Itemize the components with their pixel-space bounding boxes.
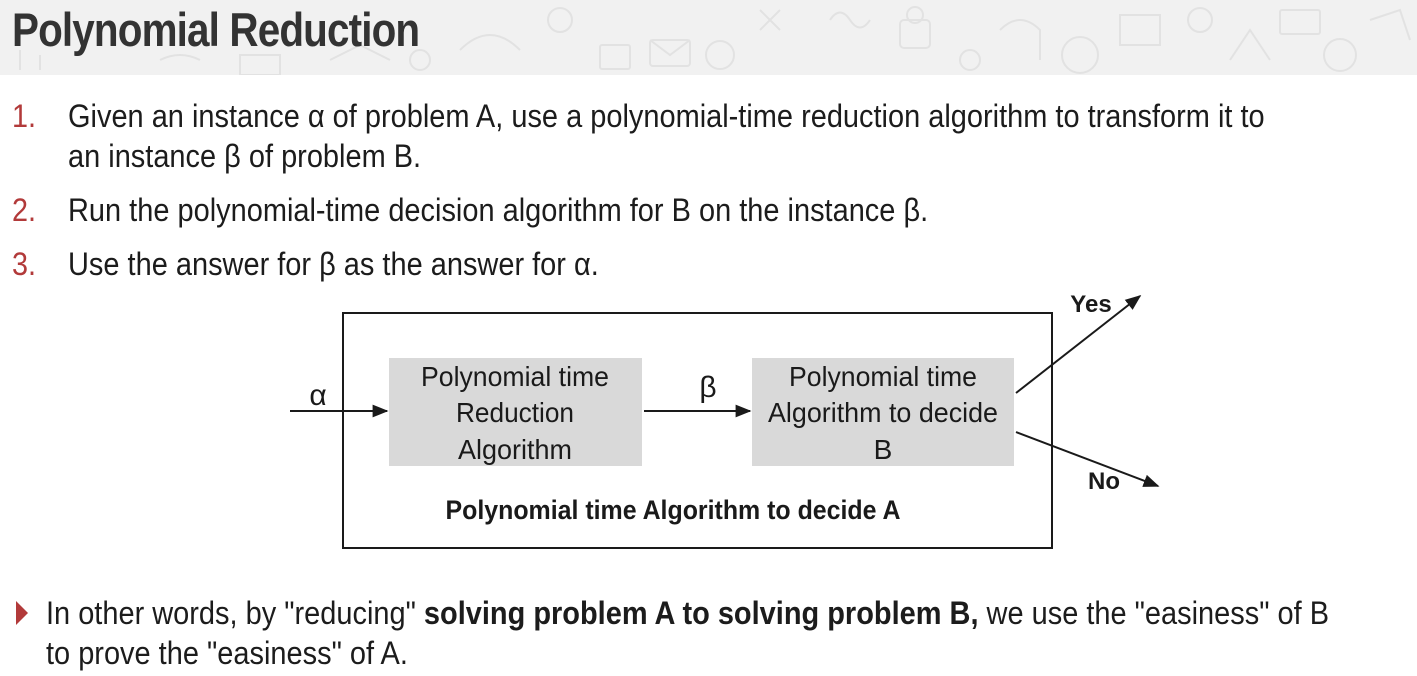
- summary-bold: solving problem A to solving problem B,: [423, 595, 979, 631]
- summary-text-line2: to prove the "easiness" of A.: [46, 635, 408, 671]
- step-text: Run the polynomial-time decision algorithm for B on the instance β.: [68, 192, 929, 228]
- no-arrow: [1016, 432, 1158, 486]
- reduction-box-line3: Algorithm: [458, 434, 572, 465]
- page-title: Polynomial Reduction: [12, 3, 420, 56]
- reduction-box-line1: Polynomial time: [421, 361, 609, 392]
- decide-box-line2: Algorithm to decide: [768, 397, 998, 428]
- step-number: 3.: [12, 246, 37, 282]
- step-text-continued: an instance β of problem B.: [68, 138, 422, 174]
- alpha-label: α: [309, 379, 327, 412]
- summary-prefix: In other words, by "reducing": [46, 595, 424, 631]
- step-text: Use the answer for β as the answer for α.: [68, 246, 599, 282]
- step-number: 1.: [12, 98, 37, 134]
- yes-label: Yes: [1070, 291, 1112, 318]
- step-text: Given an instance α of problem A, use a polynomial-time reduction algorithm to transform it to: [68, 98, 1265, 134]
- outer-box-caption: Polynomial time Algorithm to decide A: [445, 495, 901, 525]
- summary-text-line1: [46, 593, 1329, 633]
- decide-box-line3: B: [873, 434, 893, 465]
- reduction-box-line2: Reduction: [456, 397, 574, 428]
- beta-label: β: [699, 371, 717, 404]
- triangle-bullet-icon: [16, 601, 28, 625]
- no-label: No: [1088, 468, 1120, 495]
- summary-suffix: we use the "easiness" of B: [978, 595, 1330, 631]
- step-number: 2.: [12, 192, 37, 228]
- decide-box-line1: Polynomial time: [789, 361, 977, 392]
